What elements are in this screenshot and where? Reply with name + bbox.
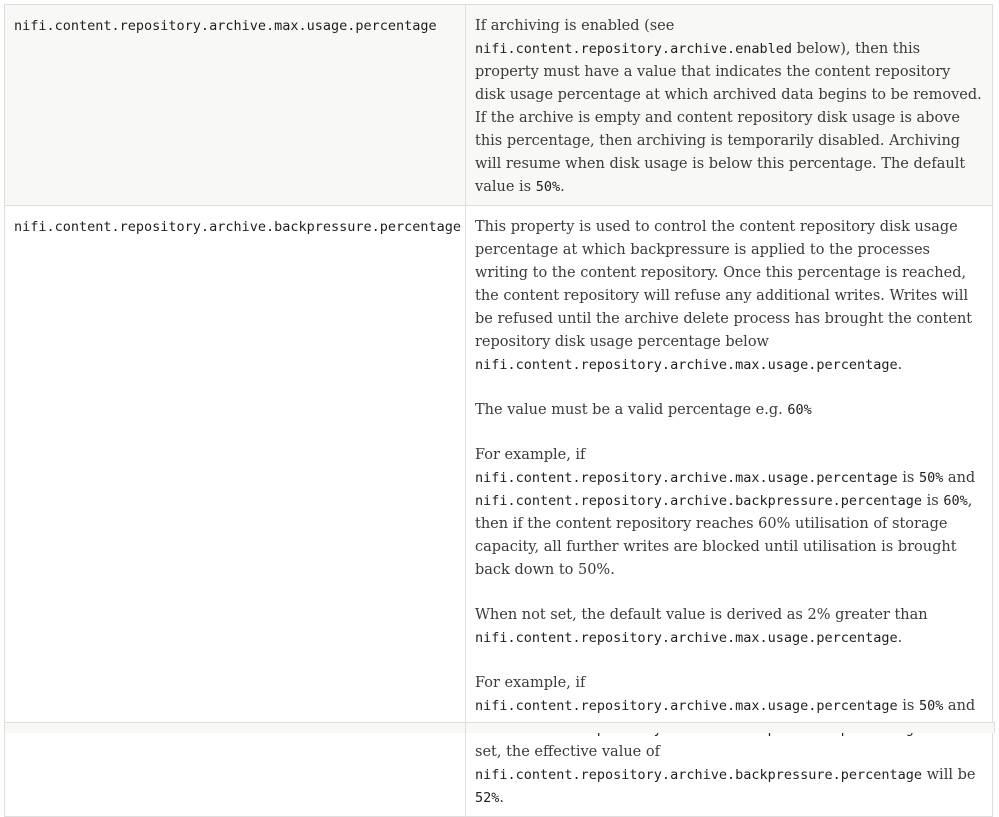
inline-code: 60%: [787, 402, 812, 418]
text-run: set, the effective value of: [475, 744, 660, 760]
text-run: If archiving is enabled (see: [475, 18, 675, 34]
text-run: .: [897, 630, 903, 646]
inline-code: 50%: [918, 470, 944, 486]
property-name: nifi.content.repository.archive.max.usage.percentage: [14, 18, 437, 34]
description-paragraph: [475, 216, 983, 377]
property-name: nifi.content.repository.archive.backpressure.percentage: [14, 219, 462, 235]
text-run: is: [897, 698, 919, 714]
property-name-cell: [5, 5, 466, 206]
description-paragraph: [475, 444, 983, 582]
property-description: [475, 15, 983, 199]
text-run: .: [560, 179, 565, 195]
text-run: , then if the content repository reaches 60% utilisation of storage capacity, all further writes are blocked until utilisation is brought back down to 50%.: [475, 493, 973, 578]
text-run: When not set, the default value is derived as 2% greater than: [475, 607, 928, 623]
inline-code: nifi.content.repository.archive.max.usage.percentage: [475, 698, 898, 714]
property-description-cell: [466, 5, 993, 206]
text-run: .: [897, 357, 903, 373]
text-run: For example, if: [475, 447, 586, 463]
text-run: .: [499, 790, 504, 806]
text-run: will be: [922, 767, 976, 783]
text-run: For example, if: [475, 675, 586, 691]
inline-code: 52%: [475, 790, 500, 806]
properties-table: [4, 4, 993, 817]
text-run: and: [943, 698, 976, 714]
inline-code: 50%: [535, 179, 561, 195]
inline-code: nifi.content.repository.archive.max.usage.percentage: [475, 357, 898, 373]
description-paragraph: [475, 672, 983, 810]
description-paragraph: [475, 604, 983, 650]
inline-code: nifi.content.repository.archive.enabled: [475, 41, 792, 57]
description-paragraph: [475, 399, 983, 422]
text-run: is: [922, 493, 944, 509]
inline-code: nifi.content.repository.archive.backpressure.percentage: [475, 767, 923, 783]
description-paragraph: [475, 15, 983, 199]
property-description: [475, 216, 983, 810]
inline-code: nifi.content.repository.archive.max.usage.percentage: [475, 470, 898, 486]
text-run: and: [943, 470, 976, 486]
text-run: below), then this property must have a value that indicates the content repository disk usage percentage at which archived data begins to be removed. If the archive is empty and content repository disk usage is above this percentage, then archiving is temporarily disabled. Archiving will resume when disk usage is below this percentage. The default value is: [475, 41, 982, 195]
text-run: This property is used to control the content repository disk usage percentage at which backpressure is applied to the processes writing to the content repository. Once this percentage is reached, the content repository will refuse any additional writes. Writes will be refused until the archive delete process has brought the content repository disk usage percentage below: [475, 219, 973, 350]
text-run: is: [897, 470, 919, 486]
inline-code: nifi.content.repository.archive.max.usage.percentage: [475, 630, 898, 646]
inline-code: 60%: [943, 493, 968, 509]
inline-code: nifi.content.repository.archive.backpressure.percentage: [475, 493, 923, 509]
property-row: [5, 5, 993, 206]
text-run: The value must be a valid percentage e.g.: [475, 402, 788, 418]
inline-code: 50%: [918, 698, 944, 714]
